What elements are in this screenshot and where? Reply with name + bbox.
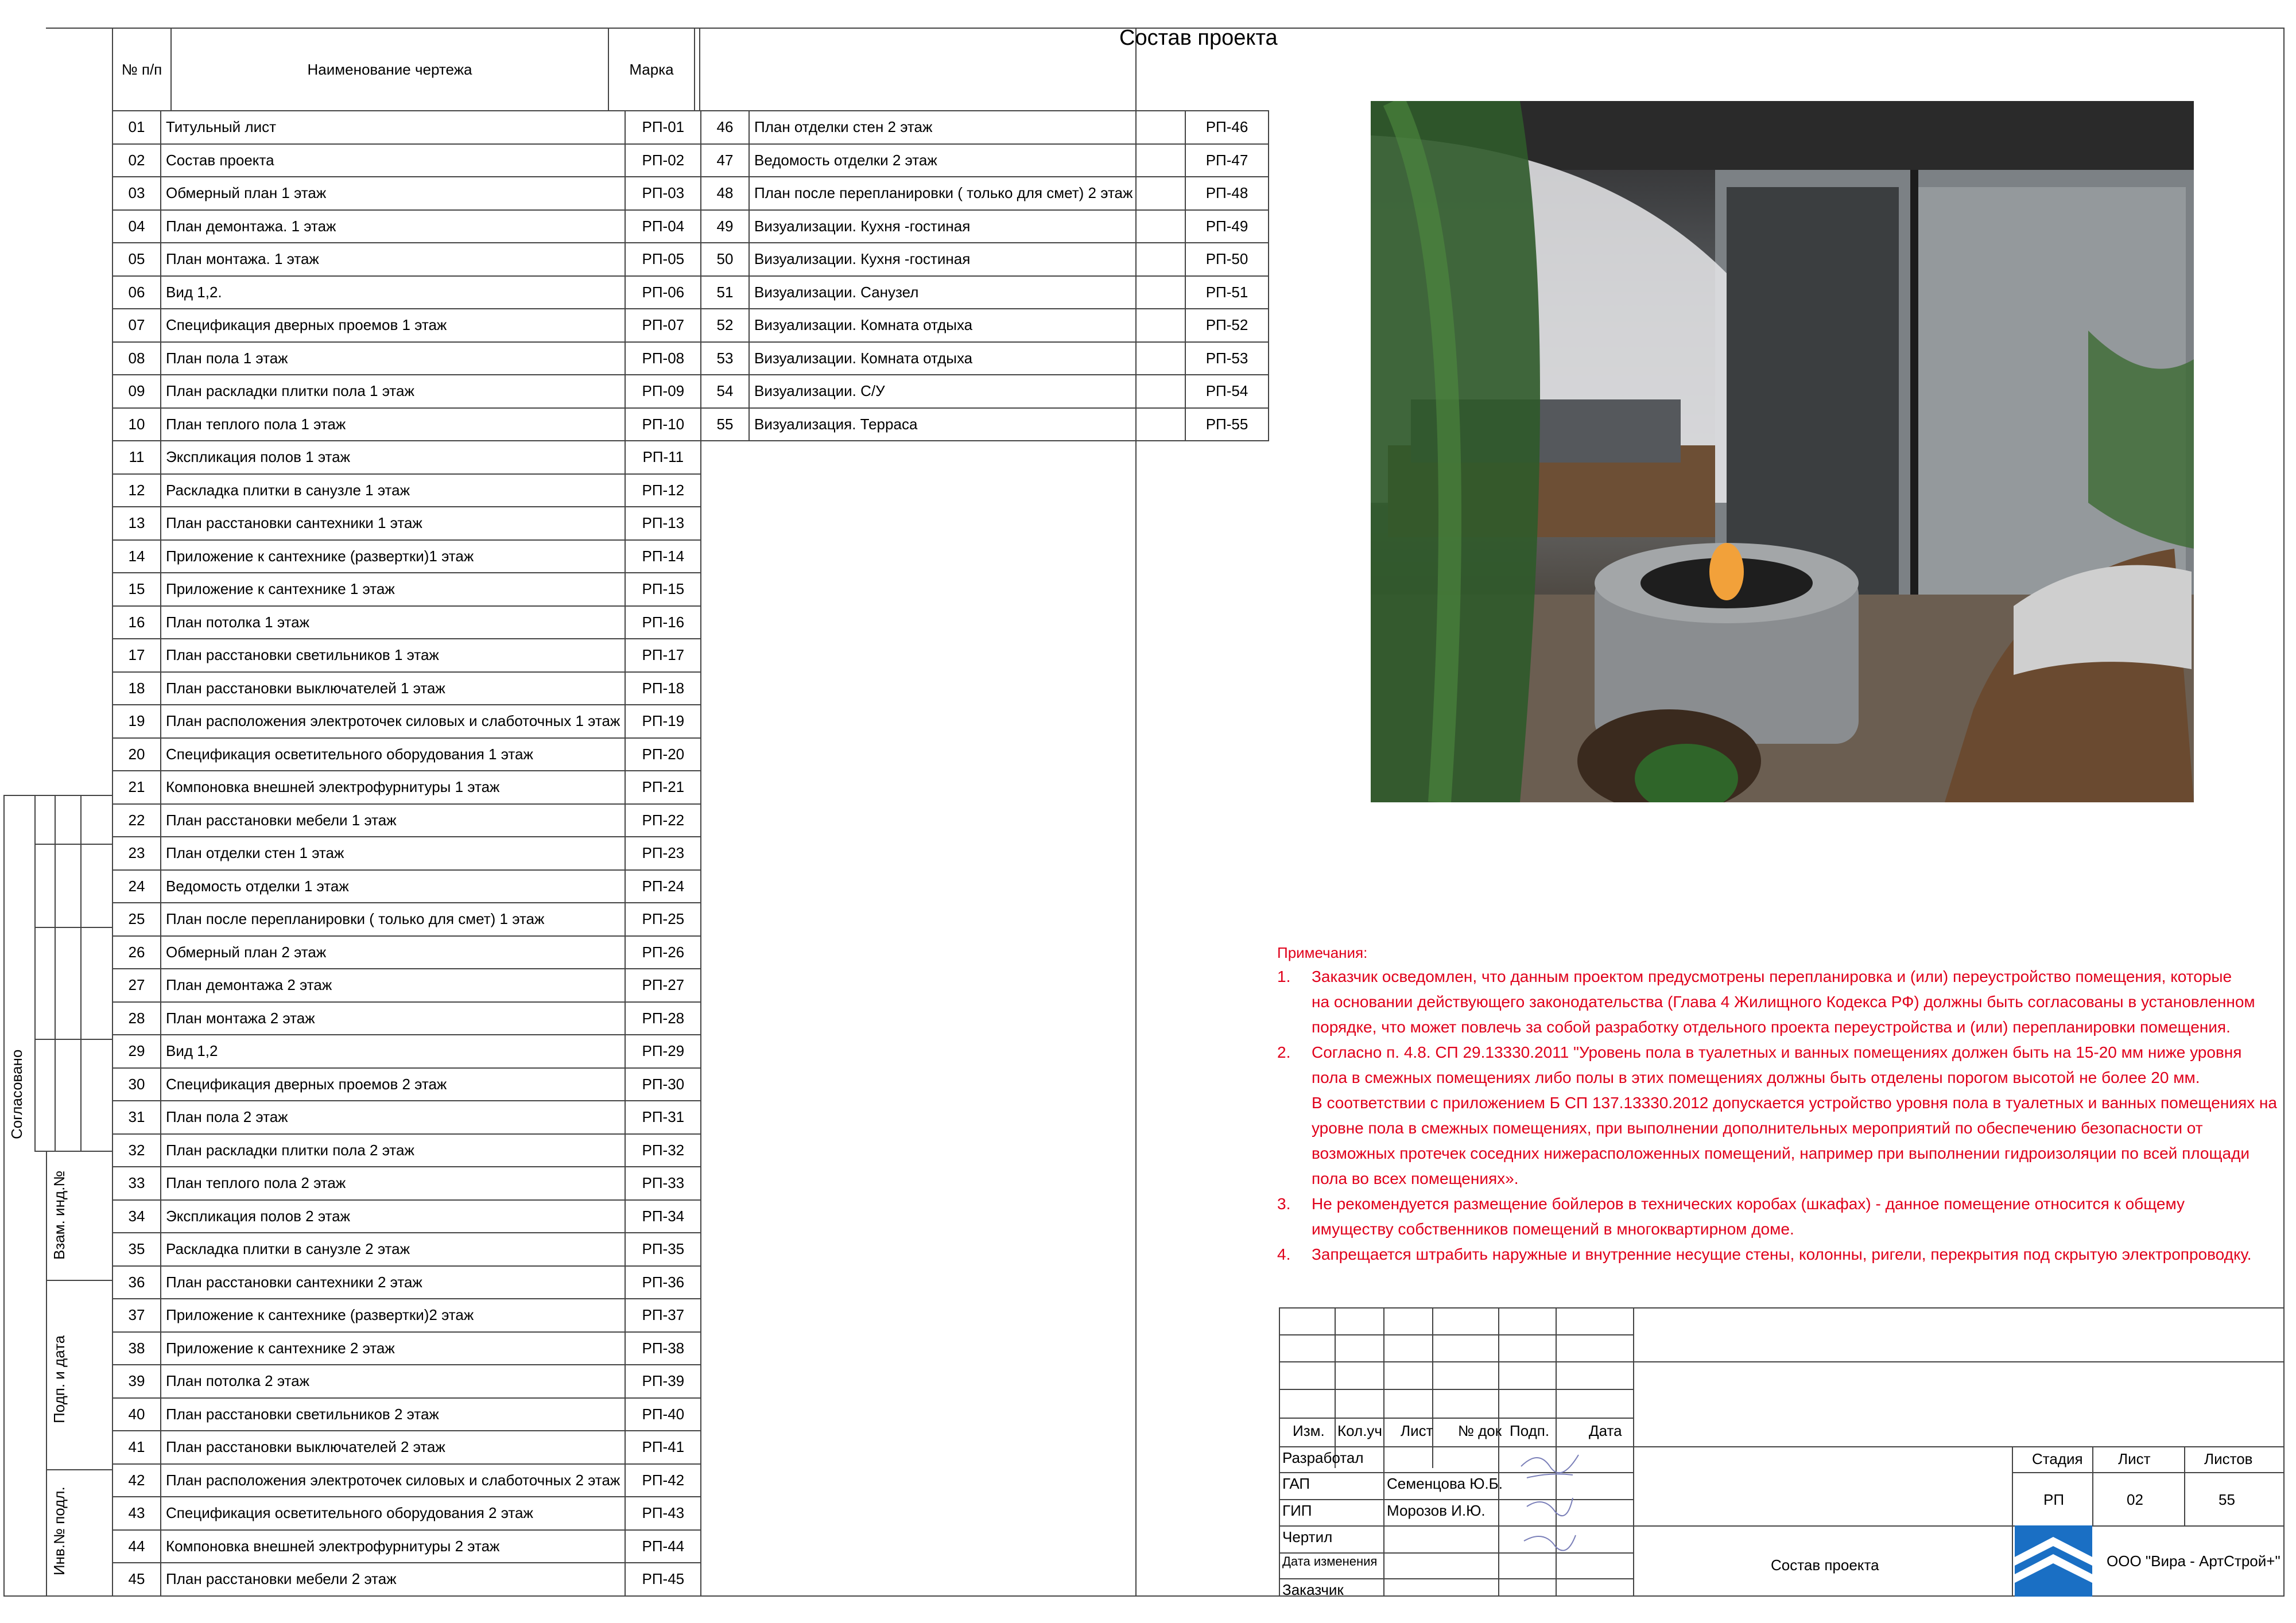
table-row — [113, 903, 701, 936]
table-row — [113, 1002, 701, 1035]
table-row — [701, 111, 1269, 144]
row-number: 18 — [113, 672, 161, 705]
row-number: 29 — [113, 1035, 161, 1068]
note-line: Согласно п. 4.8. СП 29.13330.2011 "Уровень пола в туалетных и ванных помещениях должен быть на 15-20 мм ниже уровня — [1312, 1043, 2242, 1061]
drawing-name: План расстановки сантехники 2 этаж — [161, 1266, 625, 1299]
row-number: 27 — [113, 969, 161, 1002]
drawing-mark: РП-01 — [625, 111, 701, 144]
row-number: 19 — [113, 705, 161, 738]
drawing-name: План монтажа 2 этаж — [161, 1002, 625, 1035]
table-row — [113, 1497, 701, 1530]
drawing-name: Обмерный план 1 этаж — [161, 177, 625, 210]
table-row — [113, 1299, 701, 1332]
row-number: 04 — [113, 210, 161, 243]
drawing-name: Раскладка плитки в санузле 1 этаж — [161, 474, 625, 507]
drawing-mark: РП-12 — [625, 474, 701, 507]
table-row — [113, 1101, 701, 1134]
drawing-name: Ведомость отделки 1 этаж — [161, 870, 625, 903]
row-number: 45 — [113, 1563, 161, 1596]
drawing-name: План раскладки плитки пола 1 этаж — [161, 375, 625, 408]
row-number: 42 — [113, 1464, 161, 1497]
drawing-name: Визуализации. Кухня -гостиная — [749, 243, 1185, 276]
row-number: 03 — [113, 177, 161, 210]
drawing-mark: РП-06 — [625, 276, 701, 309]
drawing-name: План расстановки мебели 2 этаж — [161, 1563, 625, 1596]
row-number: 23 — [113, 837, 161, 870]
table-row — [113, 771, 701, 804]
note-line: Заказчик осведомлен, что данным проектом предусмотрены перепланировка и (или) переустройство помещения, которые — [1312, 968, 2232, 985]
table-row — [113, 1035, 701, 1068]
row-number: 41 — [113, 1431, 161, 1464]
drawing-mark: РП-17 — [625, 639, 701, 672]
note-line: пола во всех помещениях». — [1312, 1170, 1519, 1187]
tb-role: ГИП — [1282, 1502, 1312, 1519]
note-number: 1. — [1277, 968, 1291, 985]
row-number: 39 — [113, 1365, 161, 1398]
table-row — [113, 1398, 701, 1431]
row-number: 37 — [113, 1299, 161, 1332]
drawing-name: План расстановки светильников 1 этаж — [161, 639, 625, 672]
drawing-name: Состав проекта — [161, 144, 625, 177]
drawing-name: План теплого пола 2 этаж — [161, 1167, 625, 1200]
drawing-mark: РП-39 — [625, 1365, 701, 1398]
table-row — [113, 342, 701, 375]
drawing-mark: РП-28 — [625, 1002, 701, 1035]
page-title: Состав проекта — [1119, 26, 1278, 50]
sheet-label: Лист — [2118, 1450, 2151, 1467]
drawing-mark: РП-14 — [625, 540, 701, 573]
drawing-mark: РП-44 — [625, 1530, 701, 1563]
table-row — [113, 804, 701, 837]
tb-col-header: Подп. — [1510, 1422, 1550, 1439]
drawing-mark: РП-34 — [625, 1200, 701, 1233]
signature — [1515, 1443, 1584, 1564]
drawing-mark: РП-47 — [1185, 144, 1269, 177]
table-row — [113, 177, 701, 210]
table-row — [113, 408, 701, 441]
table-row — [113, 1332, 701, 1365]
drawing-mark: РП-24 — [625, 870, 701, 903]
tb-col-header: Лист — [1401, 1422, 1433, 1439]
drawing-name: Вид 1,2 — [161, 1035, 625, 1068]
row-number: 33 — [113, 1167, 161, 1200]
table-row — [113, 1365, 701, 1398]
drawing-mark: РП-43 — [625, 1497, 701, 1530]
tb-role: Чертил — [1282, 1528, 1333, 1546]
note-line: на основании действующего законодательства (Глава 4 Жилищного Кодекса РФ) должны быть согласованы в установленном — [1312, 993, 2255, 1011]
table-row — [701, 309, 1269, 342]
table-row — [113, 837, 701, 870]
drawing-name: Приложение к сантехнике (развертки)1 этаж — [161, 540, 625, 573]
drawing-mark: РП-16 — [625, 606, 701, 639]
drawing-name: План расстановки светильников 2 этаж — [161, 1398, 625, 1431]
drawing-name: План теплого пола 1 этаж — [161, 408, 625, 441]
terrace-visualization-image — [1371, 101, 2194, 802]
row-number: 46 — [701, 111, 749, 144]
drawing-list-right — [700, 110, 1269, 441]
row-number: 13 — [113, 507, 161, 540]
tb-col-header: Кол.уч — [1337, 1422, 1382, 1439]
table-row — [113, 639, 701, 672]
table-row — [113, 276, 701, 309]
drawing-name: План расстановки мебели 1 этаж — [161, 804, 625, 837]
table-row — [113, 507, 701, 540]
drawing-mark: РП-11 — [625, 441, 701, 474]
drawing-mark: РП-49 — [1185, 210, 1269, 243]
sheets-label: Листов — [2204, 1450, 2253, 1467]
drawing-name: План после перепланировки ( только для смет) 2 этаж — [749, 177, 1185, 210]
drawing-list-left — [112, 110, 701, 1597]
drawing-mark: РП-41 — [625, 1431, 701, 1464]
drawing-mark: РП-10 — [625, 408, 701, 441]
row-number: 26 — [113, 936, 161, 969]
table-row — [113, 474, 701, 507]
drawing-name: План раскладки плитки пола 2 этаж — [161, 1134, 625, 1167]
table-row — [113, 936, 701, 969]
row-number: 35 — [113, 1233, 161, 1266]
row-number: 47 — [701, 144, 749, 177]
table-row — [701, 276, 1269, 309]
row-number: 44 — [113, 1530, 161, 1563]
row-number: 38 — [113, 1332, 161, 1365]
table-row — [701, 243, 1269, 276]
drawing-name: Экспликация полов 2 этаж — [161, 1200, 625, 1233]
table-row — [701, 342, 1269, 375]
list-header — [112, 28, 695, 111]
drawing-name: Компоновка внешней электрофурнитуры 1 этаж — [161, 771, 625, 804]
row-number: 50 — [701, 243, 749, 276]
row-number: 48 — [701, 177, 749, 210]
drawing-mark: РП-27 — [625, 969, 701, 1002]
drawing-name: Визуализация. Терраса — [749, 408, 1185, 441]
table-row — [701, 177, 1269, 210]
drawing-mark: РП-54 — [1185, 375, 1269, 408]
drawing-name: Вид 1,2. — [161, 276, 625, 309]
tb-role: Заказчик — [1282, 1581, 1344, 1598]
drawing-mark: РП-32 — [625, 1134, 701, 1167]
drawing-mark: РП-05 — [625, 243, 701, 276]
table-row — [113, 540, 701, 573]
drawing-name: План после перепланировки ( только для смет) 1 этаж — [161, 903, 625, 936]
table-row — [113, 870, 701, 903]
table-row — [113, 573, 701, 606]
row-number: 49 — [701, 210, 749, 243]
drawing-name: План расположения электроточек силовых и слаботочных 2 этаж — [161, 1464, 625, 1497]
drawing-mark: РП-07 — [625, 309, 701, 342]
note-line: уровне пола в смежных помещениях, при выполнении дополнительных мероприятий по обеспечению безопасности от — [1312, 1119, 2203, 1137]
drawing-mark: РП-20 — [625, 738, 701, 771]
row-number: 01 — [113, 111, 161, 144]
note-line: имуществу собственников помещений в многоквартирном доме. — [1312, 1220, 1794, 1238]
drawing-mark: РП-46 — [1185, 111, 1269, 144]
drawing-mark: РП-23 — [625, 837, 701, 870]
header-num: № п/п — [113, 28, 171, 111]
table-row — [113, 1200, 701, 1233]
row-number: 09 — [113, 375, 161, 408]
row-number: 40 — [113, 1398, 161, 1431]
table-row — [701, 144, 1269, 177]
row-number: 20 — [113, 738, 161, 771]
drawing-name: Спецификация осветительного оборудования 2 этаж — [161, 1497, 625, 1530]
table-row — [113, 1431, 701, 1464]
drawing-name: Визуализации. Комната отдыха — [749, 342, 1185, 375]
company-logo — [2015, 1525, 2092, 1597]
drawing-name: Визуализации. Кухня -гостиная — [749, 210, 1185, 243]
note-line: Запрещается штрабить наружные и внутренние несущие стены, колонны, ригели, перекрытия под скрытую электропроводку. — [1312, 1245, 2252, 1263]
drawing-mark: РП-38 — [625, 1332, 701, 1365]
row-number: 08 — [113, 342, 161, 375]
drawing-mark: РП-18 — [625, 672, 701, 705]
row-number: 11 — [113, 441, 161, 474]
drawing-mark: РП-48 — [1185, 177, 1269, 210]
drawing-mark: РП-22 — [625, 804, 701, 837]
drawing-mark: РП-13 — [625, 507, 701, 540]
drawing-mark: РП-29 — [625, 1035, 701, 1068]
row-number: 30 — [113, 1068, 161, 1101]
row-number: 54 — [701, 375, 749, 408]
row-number: 14 — [113, 540, 161, 573]
table-row — [113, 1464, 701, 1497]
drawing-mark: РП-31 — [625, 1101, 701, 1134]
table-row — [113, 1530, 701, 1563]
row-number: 22 — [113, 804, 161, 837]
drawing-name: План отделки стен 1 этаж — [161, 837, 625, 870]
row-number: 16 — [113, 606, 161, 639]
drawing-mark: РП-37 — [625, 1299, 701, 1332]
drawing-name: Ведомость отделки 2 этаж — [749, 144, 1185, 177]
row-number: 17 — [113, 639, 161, 672]
note-line: В соответствии с приложением Б СП 137.13330.2012 допускается устройство уровня пола в туалетных и ванных помещениях на — [1312, 1094, 2277, 1112]
table-row — [113, 309, 701, 342]
table-row — [113, 705, 701, 738]
note-line: возможных протечек соседних нижерасположенных помещений, например при выполнении гидроизоляции по всей площади — [1312, 1144, 2250, 1162]
terrace-scene — [1371, 101, 2194, 802]
drawing-name: Визуализации. С/У — [749, 375, 1185, 408]
drawing-mark: РП-15 — [625, 573, 701, 606]
row-number: 52 — [701, 309, 749, 342]
tb-role: Разработал — [1282, 1449, 1364, 1466]
drawing-mark: РП-09 — [625, 375, 701, 408]
row-number: 25 — [113, 903, 161, 936]
drawing-name: План демонтажа. 1 этаж — [161, 210, 625, 243]
tb-col-header: Изм. — [1293, 1422, 1325, 1439]
agreed-label: Согласовано — [8, 1049, 25, 1139]
row-number: 07 — [113, 309, 161, 342]
sheet-value: 02 — [2127, 1491, 2143, 1508]
table-row — [113, 969, 701, 1002]
note-line: порядке, что может повлечь за собой разработку отдельного проекта переустройства и (или) перепланировки помещения. — [1312, 1018, 2231, 1036]
tb-col-header: № док — [1458, 1422, 1502, 1439]
table-row — [113, 738, 701, 771]
table-row — [113, 144, 701, 177]
drawing-mark: РП-50 — [1185, 243, 1269, 276]
table-row — [113, 1167, 701, 1200]
row-number: 12 — [113, 474, 161, 507]
inv-label: Инв.№ подл. — [51, 1486, 68, 1575]
tb-role: ГАП — [1282, 1475, 1310, 1492]
stage-label: Стадия — [2032, 1450, 2083, 1467]
drawing-name: Спецификация дверных проемов 1 этаж — [161, 309, 625, 342]
row-number: 36 — [113, 1266, 161, 1299]
row-number: 55 — [701, 408, 749, 441]
note-number: 3. — [1277, 1195, 1291, 1213]
drawing-mark: РП-51 — [1185, 276, 1269, 309]
drawing-name: План потолка 1 этаж — [161, 606, 625, 639]
podp-label: Подп. и дата — [51, 1335, 68, 1423]
row-number: 51 — [701, 276, 749, 309]
row-number: 43 — [113, 1497, 161, 1530]
drawing-name: Приложение к сантехнике (развертки)2 этаж — [161, 1299, 625, 1332]
drawing-name: План потолка 2 этаж — [161, 1365, 625, 1398]
table-row — [113, 1563, 701, 1596]
drawing-mark: РП-25 — [625, 903, 701, 936]
table-row — [113, 375, 701, 408]
row-number: 53 — [701, 342, 749, 375]
drawing-mark: РП-35 — [625, 1233, 701, 1266]
table-row — [113, 1233, 701, 1266]
notes-title: Примечания: — [1277, 944, 1368, 961]
row-number: 34 — [113, 1200, 161, 1233]
drawing-mark: РП-33 — [625, 1167, 701, 1200]
drawing-mark: РП-30 — [625, 1068, 701, 1101]
table-row — [113, 1266, 701, 1299]
company-name: ООО "Вира - АртСтрой+" — [2107, 1552, 2281, 1570]
table-row — [701, 408, 1269, 441]
drawing-mark: РП-45 — [625, 1563, 701, 1596]
vzam-label: Взам. инд.№ — [51, 1170, 68, 1260]
row-number: 28 — [113, 1002, 161, 1035]
table-row — [113, 672, 701, 705]
drawing-name: Компоновка внешней электрофурнитуры 2 этаж — [161, 1530, 625, 1563]
table-row — [113, 111, 701, 144]
drawing-mark: РП-36 — [625, 1266, 701, 1299]
table-row — [113, 1068, 701, 1101]
drawing-name: Приложение к сантехнике 2 этаж — [161, 1332, 625, 1365]
drawing-name: Раскладка плитки в санузле 2 этаж — [161, 1233, 625, 1266]
note-line: Не рекомендуется размещение бойлеров в технических коробах (шкафах) - данное помещение относится к общему — [1312, 1195, 2185, 1213]
drawing-name: План демонтажа 2 этаж — [161, 969, 625, 1002]
row-number: 06 — [113, 276, 161, 309]
table-row — [113, 210, 701, 243]
drawing-name: План отделки стен 2 этаж — [749, 111, 1185, 144]
drawing-name: План расстановки выключателей 1 этаж — [161, 672, 625, 705]
drawing-name: Экспликация полов 1 этаж — [161, 441, 625, 474]
note-number: 2. — [1277, 1043, 1291, 1061]
tb-col-header: Дата — [1589, 1422, 1622, 1439]
drawing-name: Приложение к сантехнике 1 этаж — [161, 573, 625, 606]
doc-title: Состав проекта — [1771, 1556, 1879, 1574]
drawing-name: План пола 1 этаж — [161, 342, 625, 375]
drawing-mark: РП-03 — [625, 177, 701, 210]
tb-role-name: Семенцова Ю.Б. — [1387, 1475, 1503, 1492]
table-row — [701, 375, 1269, 408]
row-number: 21 — [113, 771, 161, 804]
drawing-mark: РП-40 — [625, 1398, 701, 1431]
drawing-name: Титульный лист — [161, 111, 625, 144]
drawing-name: План расположения электроточек силовых и слаботочных 1 этаж — [161, 705, 625, 738]
table-row — [113, 1134, 701, 1167]
drawing-name: План расстановки сантехники 1 этаж — [161, 507, 625, 540]
row-number: 02 — [113, 144, 161, 177]
drawing-name: Визуализации. Комната отдыха — [749, 309, 1185, 342]
table-row — [113, 441, 701, 474]
drawing-mark: РП-42 — [625, 1464, 701, 1497]
drawing-mark: РП-55 — [1185, 408, 1269, 441]
drawing-name: Визуализации. Санузел — [749, 276, 1185, 309]
tb-role-name: Морозов И.Ю. — [1387, 1502, 1486, 1519]
drawing-name: Обмерный план 2 этаж — [161, 936, 625, 969]
drawing-mark: РП-08 — [625, 342, 701, 375]
drawing-name: План пола 2 этаж — [161, 1101, 625, 1134]
row-number: 10 — [113, 408, 161, 441]
row-number: 32 — [113, 1134, 161, 1167]
drawing-name: План монтажа. 1 этаж — [161, 243, 625, 276]
drawing-mark: РП-26 — [625, 936, 701, 969]
tb-role: Дата изменения — [1282, 1554, 1378, 1568]
row-number: 05 — [113, 243, 161, 276]
note-number: 4. — [1277, 1245, 1291, 1263]
drawing-mark: РП-02 — [625, 144, 701, 177]
drawing-mark: РП-04 — [625, 210, 701, 243]
sheets-value: 55 — [2219, 1491, 2235, 1508]
row-number: 15 — [113, 573, 161, 606]
table-row — [113, 606, 701, 639]
header-name: Наименование чертежа — [171, 28, 608, 111]
note-line: пола в смежных помещениях либо полы в этих помещениях должны быть отделены порогом высотой не более 20 мм. — [1312, 1069, 2200, 1086]
drawing-name: Спецификация дверных проемов 2 этаж — [161, 1068, 625, 1101]
drawing-name: План расстановки выключателей 2 этаж — [161, 1431, 625, 1464]
drawing-mark: РП-19 — [625, 705, 701, 738]
drawing-mark: РП-53 — [1185, 342, 1269, 375]
drawing-mark: РП-52 — [1185, 309, 1269, 342]
header-mark: Марка — [608, 28, 695, 111]
row-number: 31 — [113, 1101, 161, 1134]
table-row — [113, 243, 701, 276]
drawing-name: Спецификация осветительного оборудования 1 этаж — [161, 738, 625, 771]
stage-value: РП — [2043, 1491, 2065, 1508]
row-number: 24 — [113, 870, 161, 903]
table-row — [701, 210, 1269, 243]
drawing-mark: РП-21 — [625, 771, 701, 804]
